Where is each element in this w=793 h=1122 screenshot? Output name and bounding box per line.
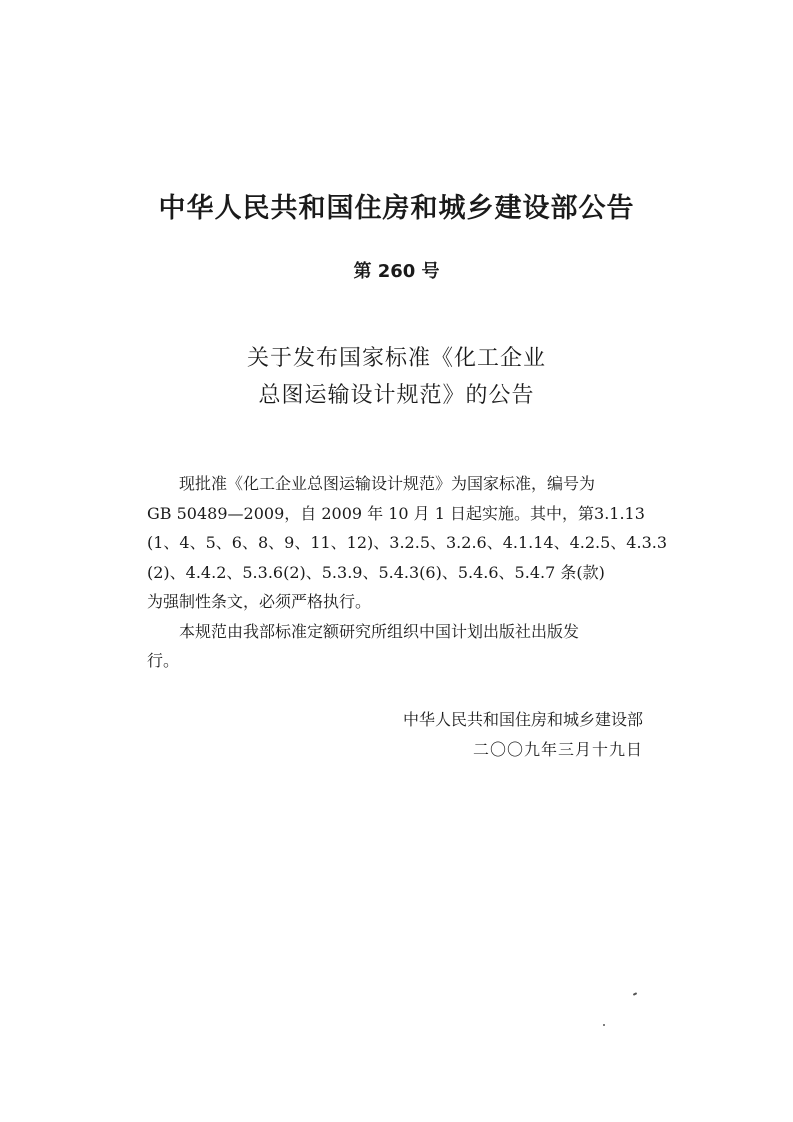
announcement-body [147, 469, 668, 676]
signature-block [403, 705, 643, 765]
issue-date: 二〇〇九年三月十九日 [472, 740, 643, 759]
scan-speck [603, 1024, 605, 1026]
body-line: (2)、4.4.2、5.3.6(2)、5.3.9、5.4.3(6)、5.4.6、5.4.7 条(款) [147, 562, 605, 582]
body-line: 本规范由我部标准定额研究所组织中国计划出版社出版发 [179, 621, 580, 641]
body-line: (1、4、5、6、8、9、11、12)、3.2.5、3.2.6、4.1.14、4.2.5、4.3.3 [147, 533, 668, 552]
body-line: 为强制性条文，必须严格执行。 [147, 592, 372, 611]
announcement-title: 中华人民共和国住房和城乡建设部公告 [158, 193, 635, 224]
subtitle-line: 总图运输设计规范》的公告 [258, 383, 535, 408]
body-line: GB 50489—2009，自 2009 年 10 月 1 日起实施。其中，第3.1.13 [147, 503, 645, 523]
paragraph-publication [147, 617, 647, 676]
announcement-subtitle [0, 340, 793, 414]
scan-speck [633, 992, 637, 996]
body-line: 现批准《化工企业总图运输设计规范》为国家标准，编号为 [179, 474, 596, 493]
paragraph-approval [147, 469, 668, 617]
subtitle-line: 关于发布国家标准《化工企业 [246, 346, 546, 371]
issuer-name: 中华人民共和国住房和城乡建设部 [402, 710, 643, 729]
announcement-number: 第 260 号 [353, 261, 440, 282]
body-line: 行。 [147, 651, 180, 670]
